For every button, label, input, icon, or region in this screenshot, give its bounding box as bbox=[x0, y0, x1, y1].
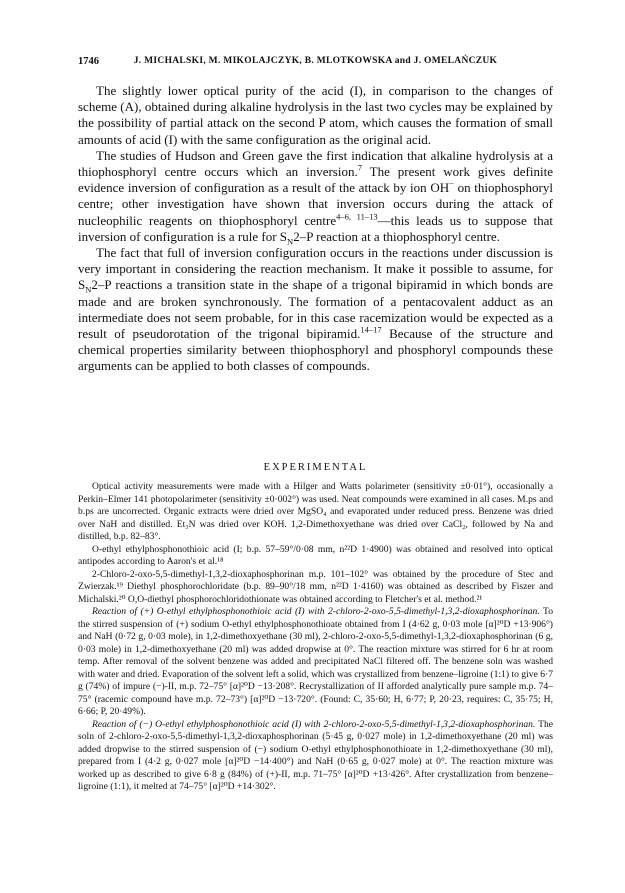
paragraph-reaction-minus: Reaction of (−) O-ethyl ethylphosphonothioic acid (I) with 2-chloro-2-oxo-5,5-dimethyl-1,3,2-dioxaphosphorinan. The soln of 2-chloro-2-oxo-5,5-dimethyl-1,3,2-dioxaphosphorinan (5·45 g, 0·027 mole) in 1,2-dimethoxyethane (20 ml) was added dropwise to the stirred suspension of (−) sodium O-ethyl ethylphosphonothioate in 1,2-dimethoxyethane (30 ml), prepared from I (4·2 g, 0·027 mole [α]²⁰D −14·400°) and NaH (0·65 g, 0·027 mole) at 0°. The reaction mixture was worked up as described to give 6·8 g (84%) of (+)-II, m.p. 71–75° [α]²⁰D +13·426°. After crystallization from benzene–ligroine (1:1), it melted at 74–75° [α]²⁰D +14·302°. bbox=[78, 718, 554, 792]
paragraph-measurements: Optical activity measurements were made with a Hilger and Watts polarimeter (sensitivity ±0·01°), occasionally a Perkin–Elmer 141 photopolarimeter (sensitivity ±0·002°) was used. Neat compounds were examined in all cases. M.ps and b.ps are uncorrected. Organic extracts were dried over MgSO₄ and evaporated under reduced press. Benzene was dried over NaH and distilled. Et₃N was dried over KOH. 1,2-Dimethoxyethane was dried over CaCl₂, followed by Na and distilled, b.p. 82–83°. bbox=[78, 481, 553, 542]
paragraph-reagents: 2-Chloro-2-oxo-5,5-dimethyl-1,3,2-dioxaphosphorinan m.p. 101–102° was obtained by the procedure of Stec and Zwierzak.¹⁹ Diethyl phosphorochloridate (b.p. 89–90°/18 mm, n²²D 1·4160) was obtained as described by Fiszer and Michalski.²⁰ O,O-diethyl phosphorochloridothionate was obtained according to Fletcher's et al. method.²¹ bbox=[78, 568, 553, 605]
paragraph-reaction-plus: Reaction of (+) O-ethyl ethylphosphonothioic acid (I) with 2-chloro-2-oxo-5,5-dimethyl-1,3,2-dioxaphosphorinan. To the stirred suspension of (+) sodium O-ethyl ethylphosphonothioate obtained from I (4·62 g, 0·03 mole [α]²⁰D +13·906°) and NaH (0·72 g, 0·03 mole), in 1,2-dimethoxyethane (30 ml), 2-chloro-2-oxo-5,5-dimethyl-1,3,2-dioxaphosphorinan (6 g, 0·03 mole) in 1,2-dimethoxyethane (20 ml) was added dropwise at 0°. The reaction mixture was stirred for 6 hr at room temp. After removal of the solvent benzene was added and precipitated NaCl filtered off. The benzene soln was washed with water and dried. Evaporation of the solvent left a solid, which was crystallized from benzene–ligroine (1:1) to give 6·7 g (74%) of impure (−)-II, m.p. 72–75° [α]²⁰D −13·208°. Recrystallization of II afforded analytically pure sample m.p. 74–75° (racemic compound have m.p. 72–73°) [α]²⁰D −13·720°. (Found: C, 35·60; H, 6·77; P, 20·23, requires: C, 35·75; H, 6·66; P, 20·49%). bbox=[78, 606, 554, 717]
running-head-authors: J. MICHALSKI, M. MIKOLAJCZYK, B. MLOTKOWSKA and J. OMELAŃCZUK bbox=[133, 56, 498, 66]
body-text bbox=[78, 83, 553, 375]
section-heading-experimental: EXPERIMENTAL bbox=[263, 462, 368, 473]
paragraph-mechanism: The fact that full of inversion configuration occurs in the reactions under discussion is very important in considering the reaction mechanism. It make it possible to assume, for $S_N2-P$ reactions a transition state in the shape of a trigonal bipiramid in which bonds are made and are broken synchronously. The formation of a pentacovalent adduct as an intermediate does not seem probable, for in this case racemization would be expected as a result of pseudorotation of the trigonal bipiramid.$^{14-17}$ Because of the structure and chemical properties similarity between thiophosphoryl and phosphoryl compounds these arguments can be applied to both classes of compounds. bbox=[78, 245, 553, 374]
experimental-text bbox=[78, 481, 553, 794]
paragraph-optical-purity: The slightly lower optical purity of the acid (I), in comparison to the changes of scheme (A), obtained during alkaline hydrolysis in the last two cycles may be explained by the possibility of partial attack on the second P atom, which causes the formation of small amounts of acid (I) with the same configuration as the original acid. bbox=[78, 83, 553, 147]
reaction-title: Reaction of (−) O-ethyl ethylphosphonothioic acid (I) with 2-chloro-2-oxo-5,5-dimethyl-1,3,2-dioxaphosphorinan. bbox=[92, 718, 536, 730]
charge-superscript: − bbox=[449, 178, 454, 189]
page-header bbox=[78, 56, 553, 70]
citation-ref: 14–17 bbox=[360, 324, 382, 335]
citation-ref: 7 bbox=[357, 162, 362, 173]
paragraph-acid-preparation: O-ethyl ethylphosphonothioic acid (I; b.p. 57–59°/0·08 mm, n²²D 1·4900) was obtained and resolved into optical antipodes according to Aaron's et al.¹⁸ bbox=[78, 543, 553, 567]
page-number: 1746 bbox=[78, 56, 99, 67]
citation-ref: 4–6, 11–13 bbox=[336, 211, 378, 222]
paragraph-inversion-evidence: The studies of Hudson and Green gave the first indication that alkaline hydrolysis at a thiophosphoryl centre occurs which an inversion.$^7$ The present work gives definite evidence inversion of configuration as a result of the attack by ion OH− on thiophosphoryl centre; other investigation have shown that inversion occurs during the attack of nucleophilic reagents on thiophosphoryl centre$^{4-6, 11-13}$—this leads us to suppose that inversion of configuration is a rule for $S_N2-P$ reaction at a thiophosphoryl centre. bbox=[78, 147, 554, 247]
reaction-title: Reaction of (+) O-ethyl ethylphosphonothioic acid (I) with 2-chloro-2-oxo-5,5-dimethyl-1,3,2-dioxaphosphorinan. bbox=[92, 606, 540, 617]
